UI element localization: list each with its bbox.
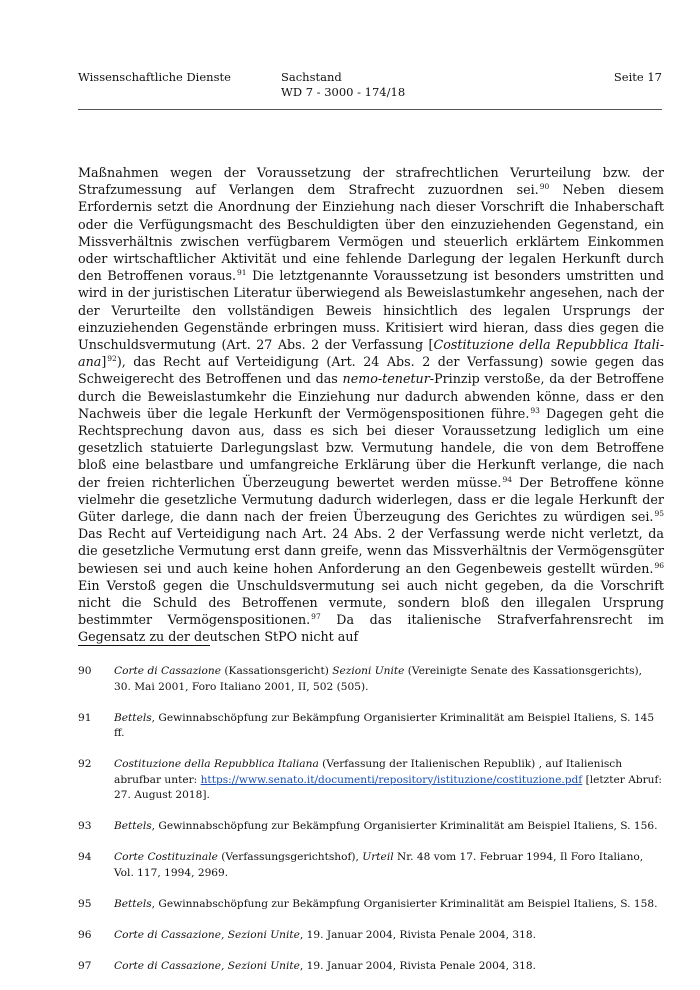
footnote-italic: Corte di Cassazione, Sezioni Unite — [114, 959, 300, 972]
footnote-text — [114, 959, 662, 975]
footnote-92 — [78, 757, 662, 804]
footnote-ref-95[interactable]: 95 — [654, 509, 664, 519]
footnote-ref-90[interactable]: 90 — [539, 182, 550, 192]
footnote-segment: [letzter Abruf: 27. August 2018]. — [114, 773, 662, 801]
footnote-italic: Urteil — [362, 851, 394, 863]
footnote-segment: , Gewinnabschöpfung zur Bekämpfung Organisierter Kriminalität am Beispiel Italiens, S. 145 ff. — [114, 711, 655, 739]
text-segment: Ein Verstoß gegen die Unschuldsvermutung sei auch nicht gegeben, da die Vorschrift nicht die Schuld des Betroffenen vermute, sondern bloß den illegalen Ursprung bestimmter Vermögenspositionen. — [78, 577, 664, 628]
footnote-ref-91[interactable]: 91 — [237, 268, 247, 278]
footnote-91 — [78, 711, 662, 742]
footnote-text — [114, 711, 662, 742]
footnote-text — [114, 928, 662, 944]
header-doc-type: Sachstand — [281, 70, 342, 84]
footnote-segment: Nr. 48 vom 17. Februar 1994, Il Foro Italiano, Vol. 117, 1994, 2969. — [114, 851, 644, 879]
text-segment: Neben diesem Erfordernis setzt die Anordnung der Einziehung nach dieser Vorschrift die Inhaberschaft oder die Verfügungsmacht des Beschuldigten über den einzuziehenden Gegenstand, ein Missverhältnis zwischen verfügbarem Vermögen und steuerlich erklärtem Einkommen oder wirtschaftlicher Aktivität und eine fehlende Darlegung der legalen Herkunft durch den Betroffenen voraus. — [78, 182, 665, 284]
footnote-italic: Bettels — [114, 820, 152, 832]
text-segment: Das Recht auf Verteidigung nach Art. 24 Abs. 2 der Verfassung werde nicht verletzt, da die gesetzliche Vermutung erst dann greife, wenn das Missverhältnis der Vermögensgüter bewiesen sei und auch keine hohen Anforderung an den Gegenbeweis gestellt würden. — [78, 526, 664, 576]
footnote-ref-93[interactable]: 93 — [530, 405, 540, 415]
footnote-text — [114, 664, 662, 695]
footnote-number: 93 — [78, 820, 92, 832]
footnote-segment: (Vereinigte Senate des Kassationsgerichts), 30. Mai 2001, Foro Italiano 2001, II, 502 (505). — [114, 665, 643, 693]
text-segment: Der Betroffene könne vielmehr die gesetzliche Vermutung dadurch widerlegen, dass er die legale Herkunft der Güter darlege, die dann nach der freien Überzeugung des Gerichtes zu würdigen sei. — [78, 474, 665, 525]
header-page-number: Seite 17 — [613, 70, 662, 84]
paragraph-text — [78, 164, 664, 646]
text-segment: Dagegen geht die Rechtsprechung davon aus, dass es sich bei dieser Voraussetzung lediglich um eine gesetzlich statuierte Darlegungslast bzw. Vermutung handele, die von dem Betroffene bloß eine belastbare und umfangreiche Erklärung über die Herkunft verlange, die nach der freien richterlichen Überzeugung bewertet werden müsse. — [78, 405, 664, 490]
footnote-95 — [78, 897, 662, 913]
footnote-number: 91 — [78, 711, 92, 724]
text-segment-italic: Costituzione della Repubblica Italiana — [78, 337, 664, 370]
footnote-ref-94[interactable]: 94 — [502, 474, 512, 484]
footnote-segment: , 19. Januar 2004, Rivista Penale 2004, 318. — [299, 928, 536, 941]
footnote-segment: (Verfassung der Italienischen Republik) , auf Italienisch abrufbar unter: — [114, 758, 623, 786]
footnote-94 — [78, 850, 662, 881]
footnote-text — [114, 819, 662, 835]
footnote-italic: Costituzione della Repubblica Italiana — [114, 758, 319, 770]
footnote-ref-96[interactable]: 96 — [654, 560, 664, 570]
text-segment: Die letztgenannte Voraussetzung ist besonders umstritten und wird in der juristischen Literatur überwiegend als Beweislastumkehr angesehen, nach der der Verurteilte den vollständigen Beweis hinsichtlich des legalen Ursprungs der einzuziehenden Gegenstände erbringen muss. Kritisiert wird hieran, dass dies gegen die Unschuldsvermutung (Art. 27 Abs. 2 der Verfassung [ — [78, 268, 664, 353]
footnote-italic: Corte di Cassazione, Sezioni Unite — [114, 928, 300, 941]
page-header — [78, 70, 662, 106]
footnote-text — [114, 897, 662, 913]
main-paragraph — [78, 164, 664, 646]
text-segment: Da das italienische Strafverfahrensrecht im Gegensatz zu der deutschen StPO nicht auf — [78, 612, 664, 645]
footnote-number: 97 — [78, 959, 92, 972]
footnote-segment: , 19. Januar 2004, Rivista Penale 2004, 318. — [299, 959, 536, 972]
constitution-link[interactable]: https://www.senato.it/documenti/repository/istituzione/costituzione.pdf — [200, 773, 583, 786]
footnote-number: 96 — [78, 928, 92, 941]
header-organization: Wissenschaftliche Dienste — [78, 70, 231, 84]
footnote-text — [114, 850, 662, 881]
footnote-ref-92[interactable]: 92 — [107, 354, 117, 364]
footnote-italic: Corte Costituzinale — [114, 851, 218, 863]
footnote-italic: Corte di Cassazione — [114, 665, 222, 677]
footnote-number: 90 — [78, 665, 92, 677]
footnote-ref-97[interactable]: 97 — [311, 612, 321, 622]
header-divider — [78, 109, 662, 110]
footnote-segment: , Gewinnabschöpfung zur Bekämpfung Organisierter Kriminalität am Beispiel Italiens, S. 156. — [151, 820, 658, 832]
footnote-segment: , Gewinnabschöpfung zur Bekämpfung Organisierter Kriminalität am Beispiel Italiens, S. 158. — [151, 897, 658, 910]
footnote-96 — [78, 928, 662, 944]
footnote-italic: Bettels — [114, 897, 152, 910]
footnote-segment: (Verfassungsgerichtshof), — [217, 851, 363, 863]
footnote-divider — [78, 645, 210, 646]
footnote-number: 94 — [78, 851, 92, 863]
footnote-italic: Bettels — [114, 711, 152, 724]
footnote-97 — [78, 959, 662, 975]
text-segment: Maßnahmen wegen der Voraussetzung der strafrechtlichen Verurteilung bzw. der Strafzumessung auf Verlangen dem Strafrecht zuzuordnen sei. — [78, 165, 664, 198]
footnote-segment: (Kassationsgericht) — [221, 665, 333, 677]
footnote-93 — [78, 819, 662, 835]
header-document-info — [281, 70, 405, 100]
text-segment: -Prinzip verstoße, da der Betroffene durch die Beweislastumkehr die Einziehung nur dadurch abwenden könne, dass er den Nachweis über die legale Herkunft der Vermögenspositionen führe. — [78, 371, 664, 421]
footnotes-list — [78, 664, 662, 990]
footnote-90 — [78, 664, 662, 695]
header-doc-id: WD 7 - 3000 - 174/18 — [281, 85, 406, 99]
footnote-number: 95 — [78, 897, 92, 910]
text-segment: ] — [101, 354, 107, 370]
footnote-italic: Sezioni Unite — [332, 665, 405, 677]
footnote-number: 92 — [78, 758, 92, 770]
text-segment-italic: nemo-tenetur — [342, 371, 430, 387]
footnote-text — [114, 757, 662, 804]
text-segment: ), das Recht auf Verteidigung (Art. 24 Abs. 2 der Verfassung) sowie gegen das Schweigerecht des Betroffenen und das — [78, 354, 664, 387]
